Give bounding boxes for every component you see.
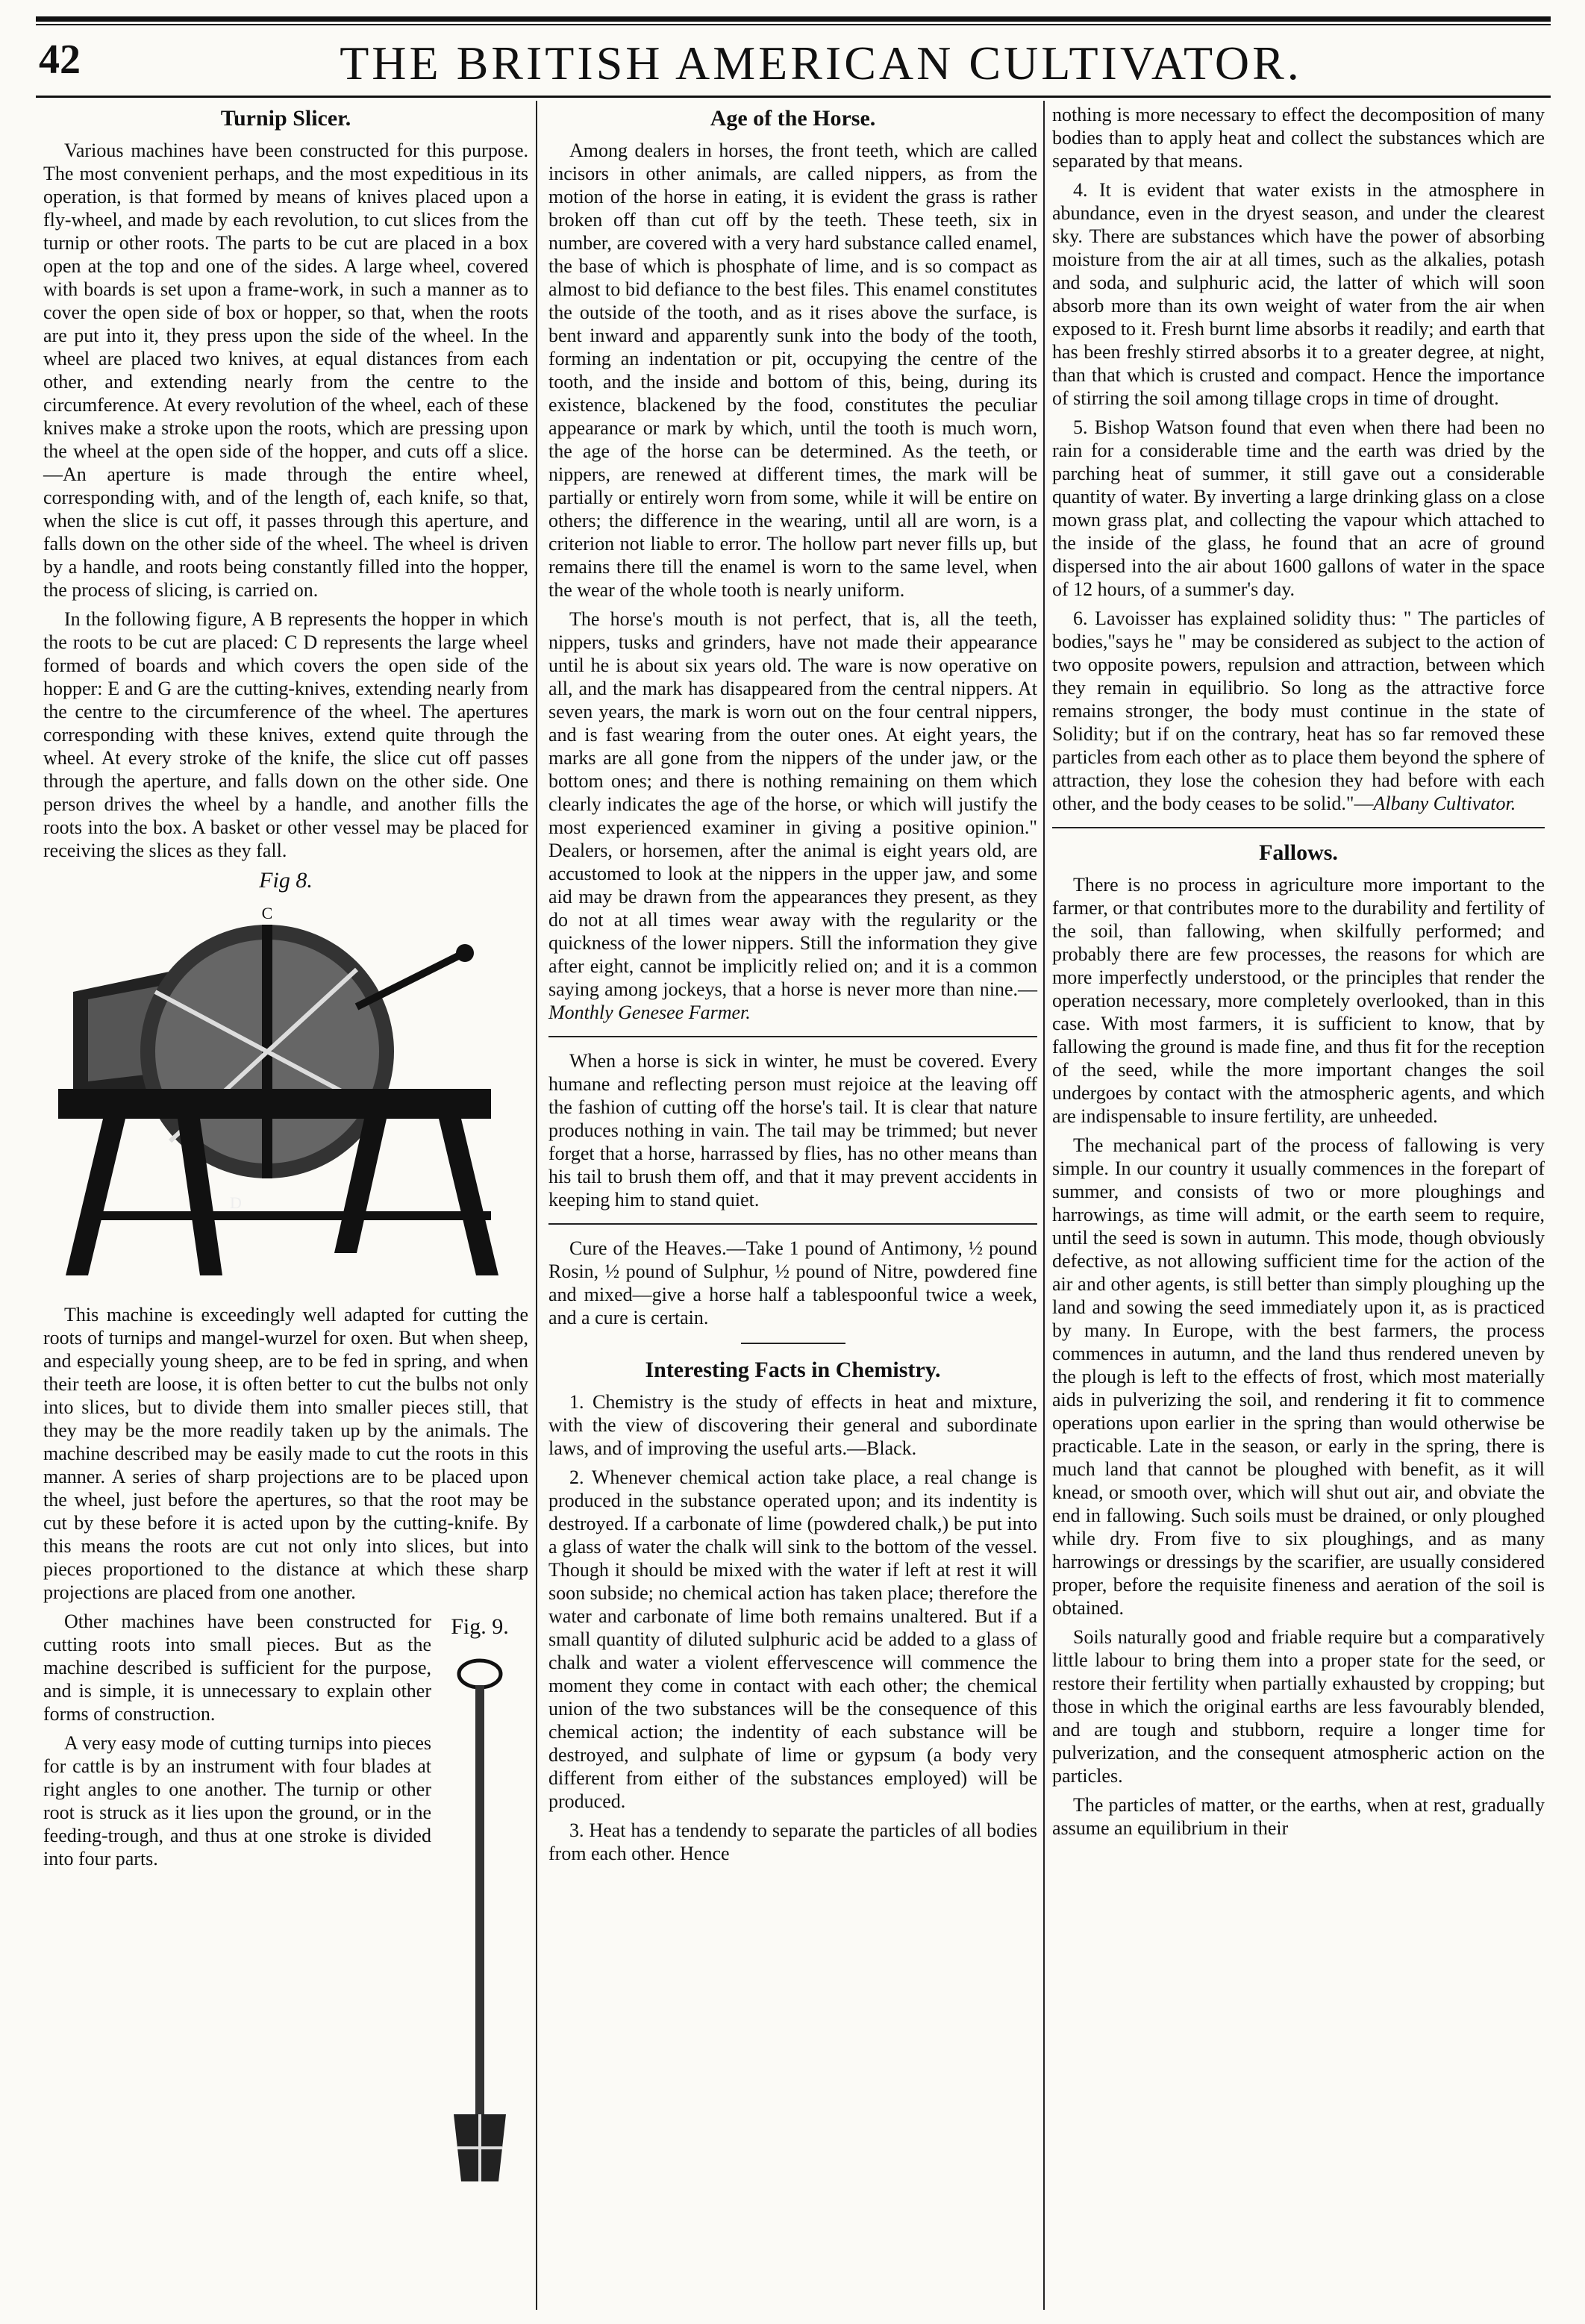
column-2	[548, 103, 1037, 1871]
article-separator	[1052, 827, 1545, 828]
paragraph: 4. It is evident that water exists in the atmosphere in abundance, even in the dryest season, and under the clearest sky. There are substances which have the power of absorbing moisture from the air at all times, such as the alkalies, potash and soda, and sulphuric acid, the latter of which will soon absorb more than its own weight of water from the air when exposed to it. Fresh burnt lime absorbs it readily; and earth that has been freshly stirred absorbs it to a greater degree, at night, than that which is crusted and compact. Hence the importance of stirring the soil among tillage crops in time of drought.	[1052, 179, 1545, 409]
page-number: 42	[39, 37, 81, 83]
masthead-title: THE BRITISH AMERICAN CULTIVATOR.	[340, 37, 1302, 90]
article-heading: Turnip Slicer.	[220, 106, 351, 131]
paragraph: This machine is exceedingly well adapted for cutting the roots of turnips and mangel-wurzel for oxen. But when sheep, and especially young sheep, are to be fed in spring, and when their teeth are loose, it is often better to cut the bulbs not only into slices, but to divide them into smaller pieces still, that they may be the more readily taken up by the animals. The machine described may be easily made to cut the roots in this manner. A series of sharp projections are to be placed upon the wheel, just before the apertures, so that the root may be cut by these before it is acted upon by the cutting-knife. By this means the roots are cut not only into slices, but into pieces proportioned to the distance at which these sharp projections are placed from one another.	[43, 1304, 528, 1603]
paragraph: Soils naturally good and friable require but a comparatively little labour to bring them into a proper state for the seed, or restore their fertility when partially exhausted by cropping; but those in which the original earths are less favourably blended, and are tough and stubborn, require a longer time for pulverization, and the consequent atmospheric action on the particles.	[1052, 1626, 1545, 1787]
source-attribution: Albany Cultivator.	[1373, 793, 1516, 814]
paragraph: The mechanical part of the process of fallowing is very simple. In our country it usually commences in the forepart of summer, and consists of two or more ploughings and harrowings, as time will admit, or the earth seem to require, until the seed is sown in autumn. This mode, though obviously defective, as not allowing sufficient time for the action of the air and other agents, is still better than simply ploughing up the land and sowing the seed immediately upon it, as is practiced by many. In Europe, with the best farmers, the process commences in autumn, and the land thus rendered uneven by the plough is left to the effects of frost, which most materially aids in pulverizing the soil, and rendering it fit to commence operations upon earlier in the spring than would otherwise be practicable. Late in the season, or early in the spring, there is much land that cannot be ploughed with benefit, as it will knead, or smooth over, which will shut out air, and obviate the end in fallowing. Such soils must be drained, or only ploughed while dry. From five to six ploughings, and as many harrowings or dressings by the scarifier, are usually considered proper, before the requisite fineness and aeration of the soil is obtained.	[1052, 1134, 1545, 1619]
figure-caption: Fig. 9.	[451, 1614, 509, 1639]
root-cutter-illustration	[443, 1644, 517, 2211]
paragraph: Other machines have been constructed for cutting roots into small pieces. But as the machine described is sufficient for the purpose, and is simple, it is unnecessary to explain other forms of construction.	[43, 1611, 431, 1725]
paragraph: 2. Whenever chemical action take place, a real change is produced in the substance operated upon; and its indentity is destroyed. If a carbonate of lime (powdered chalk,) be put into a glass of water the chalk will sink to the bottom of the vessel. Though it should be mixed with the water if left at rest it will soon subside; no chemical action has taken place; therefore the water and carbonate of lime both remains unaltered. But if a small quantity of diluted sulphuric acid be added to a glass of chalk and water a violent effervescence will commence the moment they come in contact with each other; the chemical union of the two substances will be the consequence of this chemical action; the indentity of each substance will be destroyed, and sulphate of lime or gypsum (a body very different from either of the substances employed) will be produced.	[548, 1466, 1037, 1812]
column-divider	[1043, 101, 1045, 2310]
top-rule-thin	[36, 24, 1551, 25]
paragraph: 5. Bishop Watson found that even when there had been no rain for a considerable time and the earth was dried by the parching heat of summer, it still gave out a considerable quantity of water. By inverting a large drinking glass on a close mown grass plat, and collecting the vapour which attached to the inside of the glass, he found that an acre of ground dispersed into the air about 1600 gallons of water in the space of 12 hours, of a summer's day.	[1052, 416, 1545, 600]
paragraph: The particles of matter, or the earths, when at rest, gradually assume an equilibrium in their	[1052, 1794, 1545, 1839]
article-heading: Fallows.	[1259, 840, 1338, 865]
masthead-rule	[36, 96, 1551, 98]
article-separator	[548, 1036, 1037, 1037]
paragraph: Cure of the Heaves.—Take 1 pound of Antimony, ½ pound Rosin, ½ pound of Sulphur, ½ pound of Nitre, powdered fine and mixed—give a horse half a tablespoonful twice a week, and a cure is certain.	[548, 1237, 1037, 1328]
column-1	[43, 103, 528, 2215]
figure-9-block	[43, 1610, 528, 2215]
paragraph: When a horse is sick in winter, he must be covered. Every humane and reflecting person must rejoice at the leaving off the fashion of cutting off the horse's tail. It is clear that nature produces nothing in vain. The tail may be trimmed; but never forget that a horse, harrassed by flies, has no other means than his tail to brush them off, and that it may prevent accidents in keeping him to stand quiet.	[548, 1050, 1037, 1211]
paragraph-text: The horse's mouth is not perfect, that is, all the teeth, nippers, tusks and grinders, have not made their appearance until he is about six years old. The ware is now operative on all, and the mark has disappeared from the central nippers. At seven years, the mark is worn out on the four central nippers, and is fast wearing from the outer ones. At eight years, the marks are all gone from the nippers of the under jaw, or the bottom ones; and there is nothing remaining on them which clearly indicates the age of the horse, or which will justify the most experienced examiner in giving a positive opinion." Dealers, or horsemen, after the animal is eight years old, are accustomed to look at the nippers in the upper jaw, and some aid may be drawn from the appearances they present, as they do not at all times wear away with the regularity or the quickness of the lower nippers. Still the information they give after eight, cannot be implicitly relied on; and it is a common saying among jockeys, that a horse is never more than nine.—	[548, 608, 1037, 1000]
paragraph: In the following figure, A B represents the hopper in which the roots to be cut are placed: C D represents the large wheel formed of boards and which covers the open side of the hopper: E and G are the cutting-knives, extending nearly from the centre to the circumference of the wheel. The apertures corresponding with these knives, extend quite through the wheel. At every stroke of the knife, the slice cut off passes through the aperture, and falls down on the other side. One person drives the wheel by a handle, and another fills the roots into the box. A basket or other vessel may be placed for receiving the slices as they fall.	[43, 608, 528, 861]
paragraph: There is no process in agriculture more important to the farmer, or that contributes more to the durability and fertility of the soil, than fallowing, when skilfully performed; and probably there are few processes, the reasons for which are more imperfectly understood, or the principles that render the operation necessary, more completely overlooked, than in this case. With most farmers, it is sufficient to know, that by fallowing the ground is made fine, and thus fit for the reception of the seed, while the more important changes the soil undergoes by contact with the atmospheric agents, and which are indispensable to insure fertility, are unheeded.	[1052, 874, 1545, 1127]
short-separator	[741, 1343, 845, 1344]
paragraph: nothing is more necessary to effect the decomposition of many bodies than to apply heat and collect the substances which are separated by that means.	[1052, 104, 1545, 172]
paragraph	[1052, 607, 1545, 815]
fig8-label-c: C	[261, 904, 273, 922]
paragraph-text: 6. Lavoisser has explained solidity thus: " The particles of bodies,"says he " may be considered as subject to the action of two opposite powers, repulsion and attraction, between which they remain in equilibrio. So long as the attractive force remains stronger, the body must continue in the state of Solidity; but if on the contrary, heat has so far removed these particles from each other as to place them beyond the sphere of attraction, they lose the cohesion they had before with each other, and the body ceases to be solid."—	[1052, 607, 1545, 814]
figure-9-text	[43, 1610, 431, 2215]
paragraph: Among dealers in horses, the front teeth, which are called incisors in other animals, are called nippers, as from the motion of the horse in eating, it is evident the grass is rather broken off than cut off by the teeth. These teeth, six in number, are covered with a very hard substance called enamel, the base of which is phosphate of lime, and is so compact as almost to bid defiance to the best files. This enamel constitutes the outside of the tooth, and as it rises above the surface, is bent inward and apparently sunk into the body of the tooth, forming an indentation or pit, occupying the centre of the tooth, and the inside and bottom of this, being, during its existence, blackened by the food, constitutes the peculiar appearance or mark by which, until the tooth is much worn, the age of the horse can be determined. As the teeth, or nippers, are renewed at different times, the mark will be partially or entirely worn from some, while it will be entire on others; the difference in the wearing, until all are worn, is a criterion not liable to error. The hollow part never fills up, but remains there till the enamel is worn to the same level, when the wear of the whole tooth is nearly uniform.	[548, 140, 1037, 601]
column-divider	[536, 101, 537, 2310]
article-heading: Interesting Facts in Chemistry.	[645, 1358, 941, 1382]
source-attribution: Monthly Genesee Farmer.	[548, 1002, 751, 1023]
figure-caption: Fig 8.	[259, 868, 313, 893]
turnip-slicer-illustration	[43, 902, 521, 1290]
column-3	[1052, 103, 1545, 1846]
top-rule	[36, 16, 1551, 22]
figure-9	[439, 1610, 521, 2215]
paragraph: 3. Heat has a tendendy to separate the particles of all bodies from each other. Hence	[548, 1819, 1037, 1864]
article-heading: Age of the Horse.	[710, 106, 876, 131]
fig8-label-d: D	[230, 1193, 242, 1212]
paragraph: A very easy mode of cutting turnips into pieces for cattle is by an instrument with four blades at right angles to one another. The turnip or other root is struck as it lies upon the ground, or in the feeding-trough, and thus at one stroke is divided into four parts.	[43, 1732, 431, 1869]
paragraph: 1. Chemistry is the study of effects in heat and mixture, with the view of discovering their general and subordinate laws, and of improving the useful arts.—Black.	[548, 1391, 1037, 1459]
paragraph	[548, 607, 1037, 1024]
paragraph: Various machines have been constructed for this purpose. The most convenient perhaps, and the most expeditious in its operation, is that formed by means of knives placed upon a fly-wheel, and made by each revolution, to cut slices from the turnip or other roots. The parts to be cut are placed in a box open at the top and one of the sides. A large wheel, covered with boards is set upon a frame-work, in such a manner as to cover the open side of box or hopper, so that, when the roots are put into it, they press upon the side of the wheel. In the wheel are placed two knives, at equal distances from each other, and extending nearly from the centre to the circumference. At every revolution of the wheel, each of these knives make a stroke upon the roots, which are pressing upon the wheel at the open side of the hopper, and cuts off a slice.—An aperture is made through the entire wheel, corresponding with, and of the length of, each knife, so that, when the slice is cut off, it passes through this aperture, and falls down on the other side of the wheel. The wheel is driven by a handle, and roots being constantly filled into the hopper, the process of slicing, is carried on.	[43, 140, 528, 601]
article-separator	[548, 1223, 1037, 1225]
